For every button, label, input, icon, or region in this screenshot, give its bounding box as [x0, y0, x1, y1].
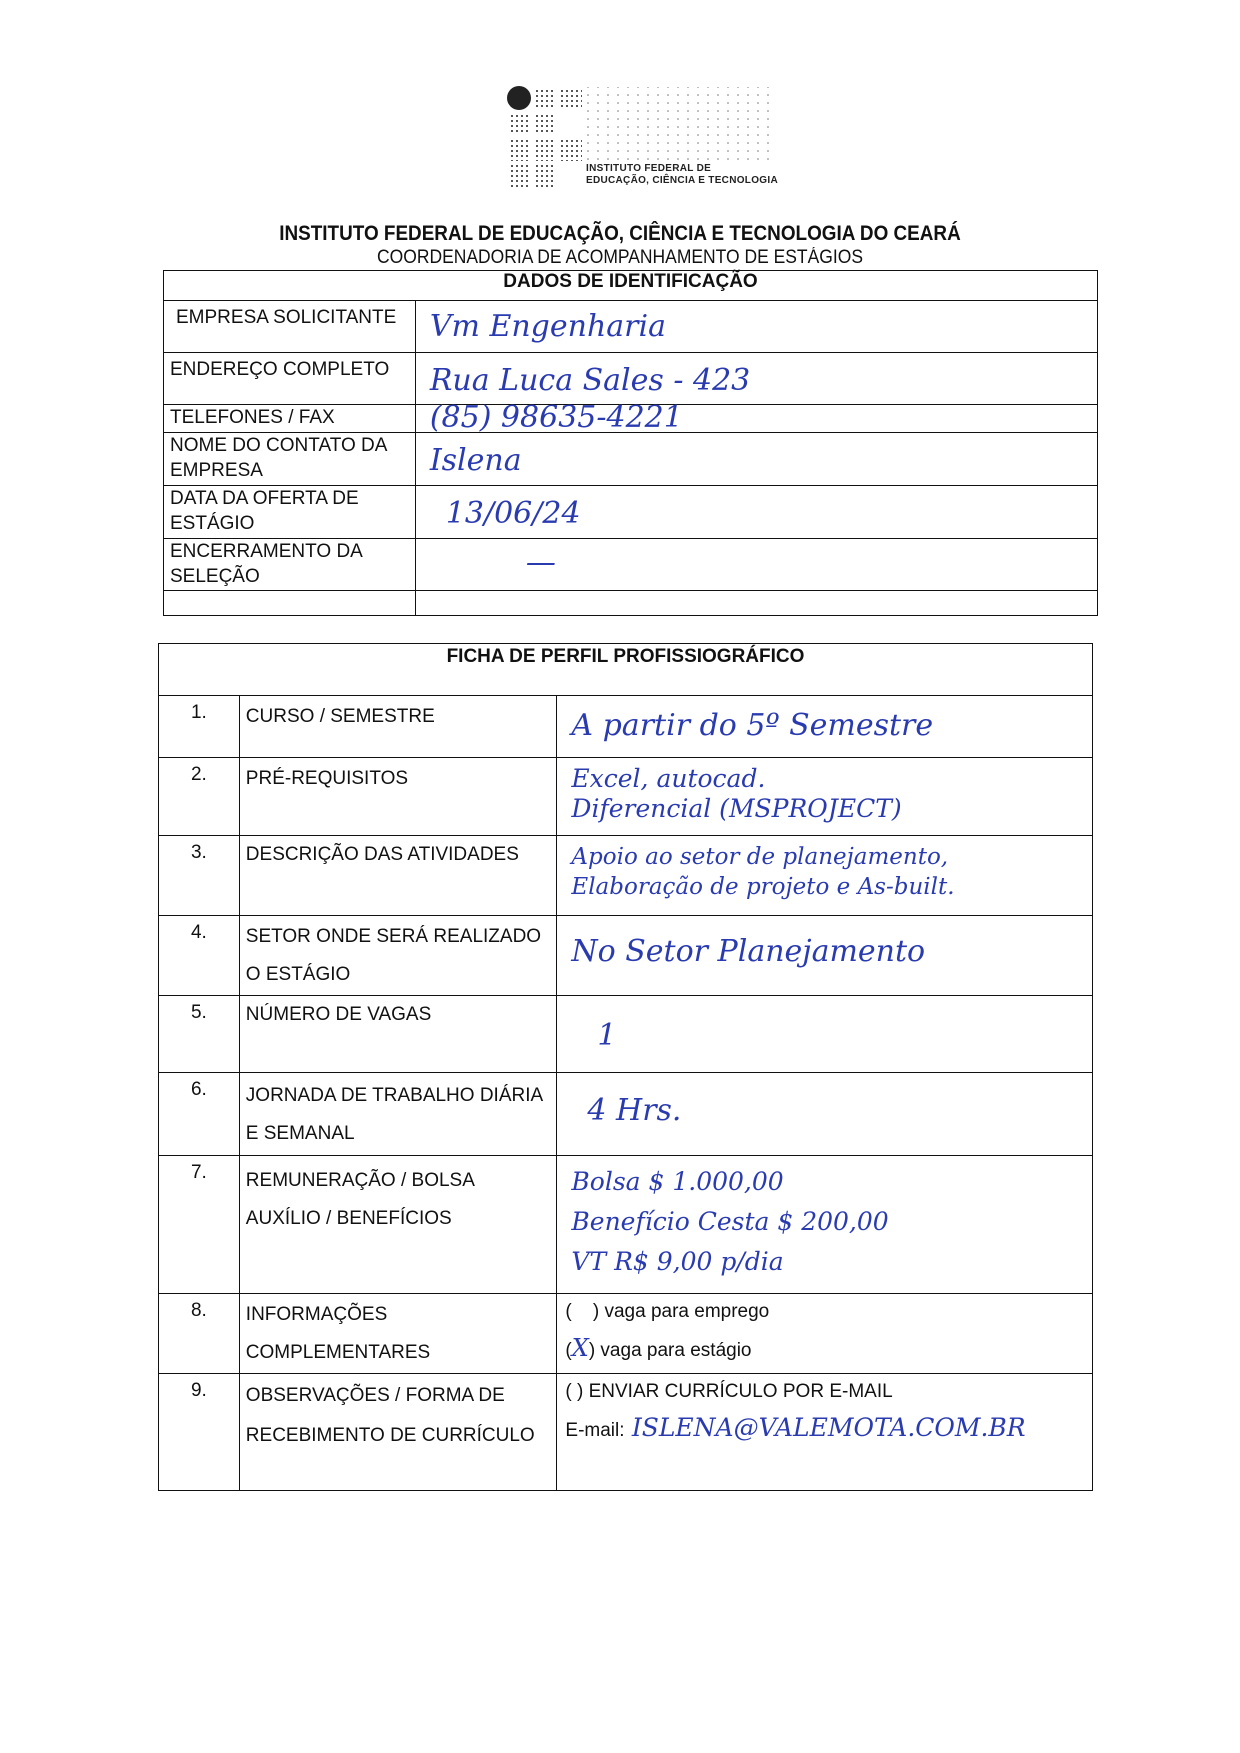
remuneracao-line-1: REMUNERAÇÃO / BOLSA: [245, 1170, 475, 1191]
label-observacoes: [239, 1374, 557, 1491]
label-encerramento: ENCERRAMENTO DA SELEÇÃO: [164, 539, 416, 591]
checkmark-x-icon: X: [571, 1334, 589, 1362]
row-number: 4.: [159, 916, 240, 996]
observacoes-line-1: OBSERVAÇÕES / FORMA DE: [245, 1385, 505, 1406]
email-value: ISLENA@VALEMOTA.COM.BR: [631, 1413, 1026, 1442]
label-vagas: NÚMERO DE VAGAS: [239, 996, 557, 1073]
identification-heading: DADOS DE IDENTIFICAÇÃO: [164, 271, 1098, 301]
value-data-oferta: 13/06/24: [415, 486, 1097, 539]
row-number: 8.: [159, 1294, 240, 1374]
email-row: [557, 1410, 1092, 1449]
label-remuneracao: [239, 1156, 557, 1294]
identification-table: [163, 270, 1098, 616]
informacoes-line-1: INFORMAÇÕES: [245, 1304, 388, 1325]
page-subtitle: COORDENADORIA DE ACOMPANHAMENTO DE ESTÁGIOS: [377, 247, 863, 268]
label-prerequisitos: PRÉ-REQUISITOS: [239, 758, 557, 836]
curriculo-options: [557, 1374, 1093, 1491]
value-atividades: [557, 836, 1093, 916]
value-contato: Islena: [415, 433, 1097, 486]
empty-cell-left: [164, 591, 416, 616]
value-empresa: Vm Engenharia: [415, 301, 1097, 353]
remuneracao-value-1: Bolsa $ 1.000,00: [571, 1167, 784, 1196]
logo-text: [586, 163, 778, 187]
vaga-options: [557, 1294, 1093, 1374]
observacoes-line-2: RECEBIMENTO DE CURRÍCULO: [245, 1425, 535, 1446]
label-setor: [239, 916, 557, 996]
row-number: 2.: [159, 758, 240, 836]
row-number: 9.: [159, 1374, 240, 1491]
label-jornada: [239, 1073, 557, 1156]
option-emprego[interactable]: ( ) vaga para emprego: [565, 1301, 770, 1322]
label-contato: NOME DO CONTATO DA EMPRESA: [164, 433, 416, 486]
label-telefones: TELEFONES / FAX: [164, 405, 416, 433]
row-number: 3.: [159, 836, 240, 916]
jornada-line-1: JORNADA DE TRABALHO DIÁRIA: [245, 1085, 544, 1106]
label-curso: CURSO / SEMESTRE: [239, 696, 557, 758]
option-enviar-email[interactable]: ( ) ENVIAR CURRÍCULO POR E-MAIL: [565, 1381, 893, 1402]
value-vagas: 1: [557, 996, 1093, 1073]
row-number: 1.: [159, 696, 240, 758]
profile-table: [158, 643, 1093, 1491]
row-number: 5.: [159, 996, 240, 1073]
value-jornada: 4 Hrs.: [557, 1073, 1093, 1156]
row-number: 6.: [159, 1073, 240, 1156]
label-atividades: DESCRIÇÃO DAS ATIVIDADES: [239, 836, 557, 916]
value-prerequisitos: [557, 758, 1093, 836]
label-informacoes: [239, 1294, 557, 1374]
informacoes-line-2: COMPLEMENTARES: [245, 1342, 431, 1363]
atividades-line-1: Apoio ao setor de planejamento,: [571, 844, 949, 870]
remuneracao-value-2: Benefício Cesta $ 200,00: [571, 1207, 889, 1236]
value-curso: A partir do 5º Semestre: [557, 696, 1093, 758]
email-label: E-mail:: [565, 1420, 625, 1441]
jornada-line-2: E SEMANAL: [245, 1123, 355, 1144]
value-encerramento: —: [415, 539, 1097, 591]
label-empresa: EMPRESA SOLICITANTE: [164, 301, 416, 353]
value-remuneracao: [557, 1156, 1093, 1294]
setor-line-2: O ESTÁGIO: [245, 964, 351, 985]
prerequisitos-line-1: Excel, autocad.: [571, 764, 766, 793]
remuneracao-value-3: VT R$ 9,00 p/dia: [571, 1247, 784, 1276]
option-estagio-label: ) vaga para estágio: [588, 1340, 752, 1361]
institute-logo: [506, 85, 776, 189]
atividades-line-2: Elaboração de projeto e As-built.: [571, 874, 955, 900]
value-endereco: Rua Luca Sales - 423: [415, 353, 1097, 405]
prerequisitos-line-2: Diferencial (MSPROJECT): [571, 794, 902, 823]
logo-line-2: EDUCAÇÃO, CIÊNCIA E TECNOLOGIA: [586, 175, 778, 186]
empty-cell-right: [415, 591, 1097, 616]
label-endereco: ENDEREÇO COMPLETO: [164, 353, 416, 405]
value-telefones: (85) 98635-4221: [415, 405, 1097, 433]
option-estagio[interactable]: (X) vaga para estágio: [565, 1334, 752, 1362]
option-emprego-label: ) vaga para emprego: [592, 1301, 770, 1322]
page-title: INSTITUTO FEDERAL DE EDUCAÇÃO, CIÊNCIA E TECNOLOGIA DO CEARÁ: [279, 222, 961, 245]
remuneracao-line-2: AUXÍLIO / BENEFÍCIOS: [245, 1208, 452, 1229]
value-setor: No Setor Planejamento: [557, 916, 1093, 996]
setor-line-1: SETOR ONDE SERÁ REALIZADO: [245, 926, 542, 947]
logo-line-1: INSTITUTO FEDERAL DE: [586, 163, 712, 174]
label-data-oferta: DATA DA OFERTA DE ESTÁGIO: [164, 486, 416, 539]
profile-heading: FICHA DE PERFIL PROFISSIOGRÁFICO: [159, 644, 1093, 696]
row-number: 7.: [159, 1156, 240, 1294]
